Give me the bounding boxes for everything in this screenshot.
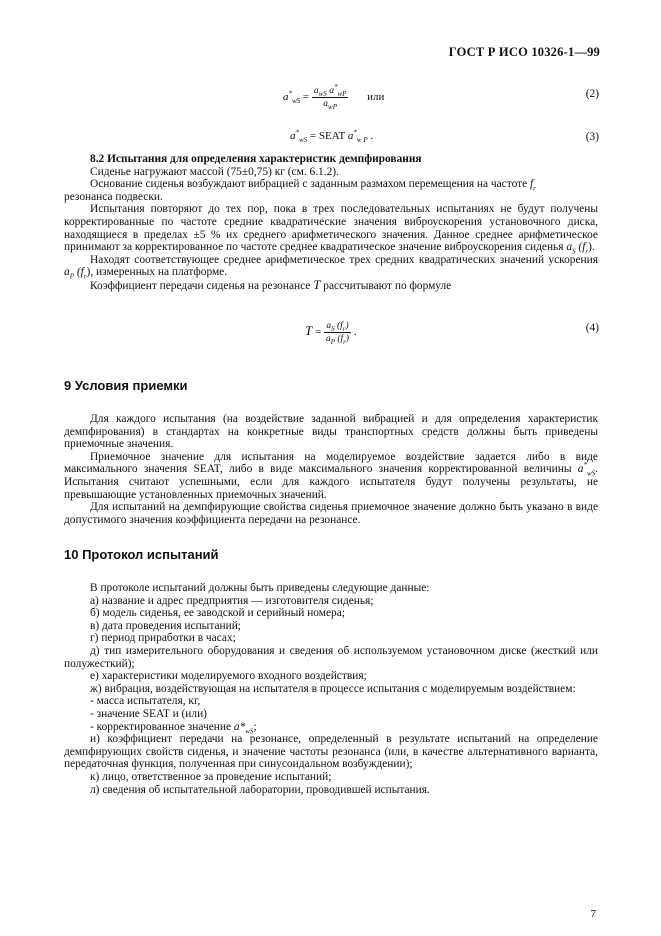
equation-4-number: (4) xyxy=(585,322,599,334)
paragraph: Коэффициент передачи сиденья на резонансе T рассчитывают по формуле xyxy=(90,276,452,292)
list-item: а) название и адрес предприятия — изготовителя сиденья; xyxy=(90,594,374,607)
paragraph: Для испытаний на демпфирующие свойства сиденья приемочное значение должно быть указано в виде допустимого значения коэффициента передачи на резонансе. xyxy=(64,501,598,526)
list-item: д) тип измерительного оборудования и сведения об используемом установочном диске (жесткий или полужесткий); xyxy=(64,644,598,670)
list-item: в) дата проведения испытаний; xyxy=(90,619,241,632)
paragraph: Сиденье нагружают массой (75±0,75) кг (см. 6.1.2). xyxy=(90,165,339,178)
sub-list-item: - значение SEAT и (или) xyxy=(90,707,207,720)
list-item: е) характеристики моделируемого входного воздействия; xyxy=(90,670,367,683)
section-10 xyxy=(64,582,598,796)
document-header: ГОСТ Р ИСО 10326-1—99 xyxy=(448,45,600,59)
list-item: к) лицо, ответственное за проведение испытаний; xyxy=(90,770,332,783)
page-number: 7 xyxy=(590,908,596,920)
protocol-items-list xyxy=(64,595,598,797)
equation-3: $a^*_{wS}$ = SEAT $a^*_{w P}$ . xyxy=(290,128,374,145)
equation-3-number: (3) xyxy=(585,131,599,143)
paragraph: Для каждого испытания (на воздействие заданной вибрацией и для определения характеристик демпфирования) в стандартах на конкретные виды транспортных средств должны быть приведены приемочные значения. xyxy=(64,413,598,451)
list-item: ж) вибрация, воздействующая на испытателя в процессе испытания с моделируемым воздействием: xyxy=(90,682,576,695)
list-item: л) сведения об испытательной лаборатории, проводившей испытания. xyxy=(90,783,430,796)
section-10-heading: 10 Протокол испытаний xyxy=(64,547,219,562)
paragraph: Основание сиденья возбуждают вибрацией с заданным размахом перемещения на частоте $f_r$ резонанса подвески. xyxy=(64,178,536,203)
paragraph: Находят соответствующее среднее арифметическое трех средних квадратических значений ускорения $a_P$ $(f_r)$, измеренных на платформе. xyxy=(64,253,598,281)
sub-list-item: - масса испытателя, кг, xyxy=(90,695,201,708)
section-8-2-heading: 8.2 Испытания для определения характеристик демпфирования xyxy=(90,153,422,165)
section-9-heading: 9 Условия приемки xyxy=(64,378,188,393)
equation-2-fraction: $\frac{a_{wS} a^*_{wP}}{a_{wP}}$ xyxy=(313,82,347,111)
list-item: б) модель сиденья, ее заводской и серийный номера; xyxy=(90,607,345,620)
section-8-2 xyxy=(64,153,598,293)
paragraph: Испытания повторяют до тех пор, пока в трех последовательных испытаниях не будут получены корректированные по частоте средние квадратические значения виброускорения установочного диска, находящиеся в пределах ±5 % их среднего арифметического значения. Данное среднее арифметическое принимают за корректированное по частоте среднее квадратическое значение виброускорения сиденья $a_S$ $(f_r)$. xyxy=(64,203,598,256)
or-word: или xyxy=(367,91,385,104)
list-item: г) период приработки в часах; xyxy=(90,632,236,645)
equation-4-fraction: $\frac{a_S (f_r)}{a_P (f_r)}$ xyxy=(325,321,350,346)
sub-list-item: - корректированное значение $a*_{wS}$; xyxy=(90,720,257,735)
list-item: и) коэффициент передачи на резонансе, определенный в результате испытаний на определение демпфирующих свойств сиденья, и значение частоты резонанса (или, в качестве альтернативного варианта, передаточная функция, полученная при синусоидальном возбуждении); xyxy=(64,733,598,771)
equation-4: T = $\frac{a_S (f_r)}{a_P (f_r)}$ . xyxy=(305,321,357,346)
paragraph: В протоколе испытаний должны быть приведены следующие данные: xyxy=(90,582,430,594)
section-9 xyxy=(64,413,598,526)
equation-2: $a^*_{wS}$ = $\frac{a_{wS} a^*_{wP}}{a_{wP}}$ или xyxy=(283,82,385,111)
paragraph: Приемочное значение для испытания на моделируемое воздействие задается либо в виде максимального значения SEAT, либо в виде максимального значения корректированной величины $a^*_{wS}$. Испытания считают успешными, если для каждого испытателя будут получены результаты, не превышающие установленных приемочных значений. xyxy=(64,450,598,501)
equation-2-number: (2) xyxy=(585,88,599,100)
